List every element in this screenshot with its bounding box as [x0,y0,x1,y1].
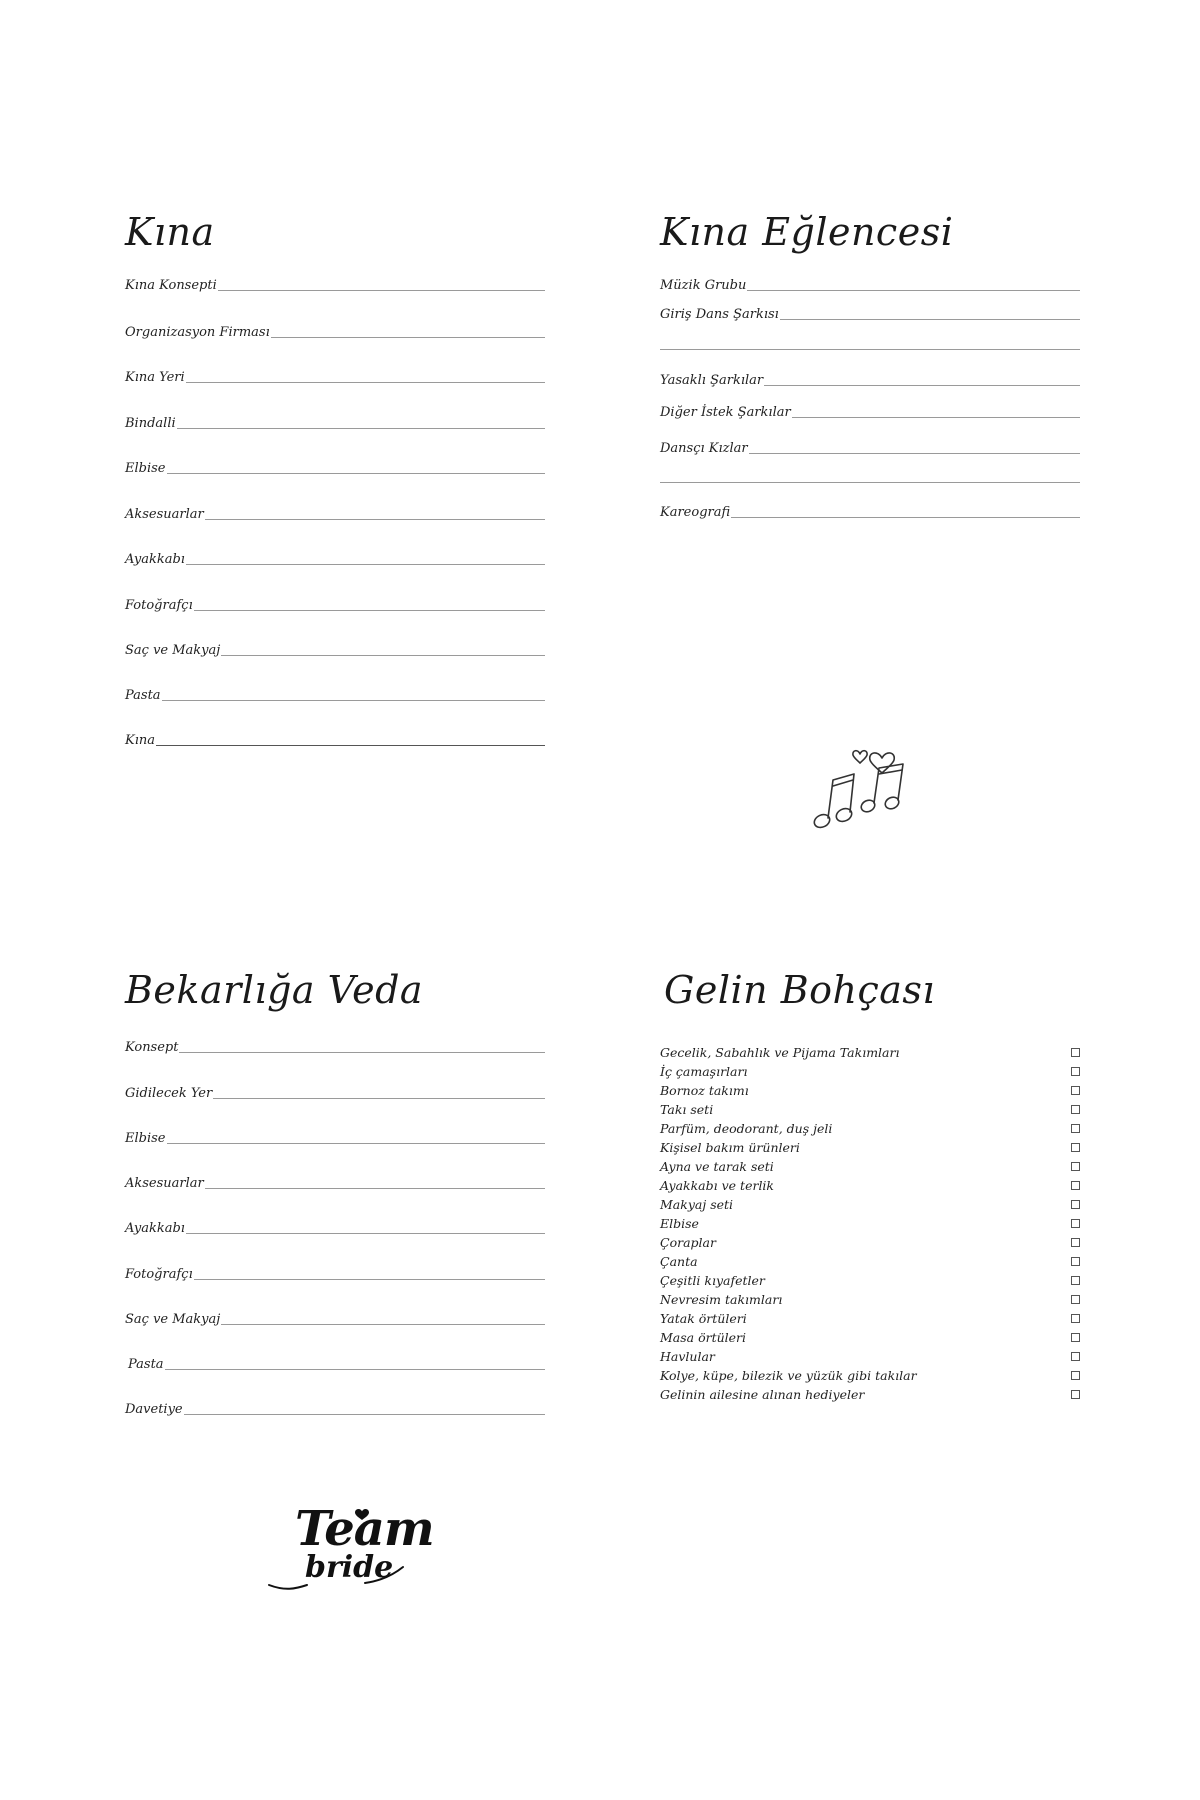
kina-field[interactable]: Ayakkabı [125,546,545,568]
gelin-bohcasi-section [660,968,1080,1408]
checklist-item[interactable]: Çoraplar [660,1233,1080,1251]
veda-field[interactable]: Konsept [125,1034,545,1056]
kina-field[interactable]: Organizasyon Firması [125,319,545,341]
checklist-item[interactable]: Kişisel bakım ürünleri [660,1138,1080,1156]
checkbox[interactable] [1071,1048,1080,1057]
checklist-item[interactable]: Nevresim takımları [660,1290,1080,1308]
checkbox[interactable] [1071,1238,1080,1247]
checklist-item[interactable]: Çeşitli kıyafetler [660,1271,1080,1289]
checkbox[interactable] [1071,1105,1080,1114]
gelin-bohcasi-title: Gelin Bohçası [664,968,936,1012]
checklist-item[interactable]: Parfüm, deodorant, duş jeli [660,1119,1080,1137]
eglence-field[interactable]: Kareografi [660,499,1080,521]
kina-field[interactable]: Elbise [125,455,545,477]
veda-field[interactable]: Aksesuarlar [125,1170,545,1192]
checklist-item[interactable]: Makyaj seti [660,1195,1080,1213]
kina-eglencesi-section [660,210,1080,530]
eglence-field[interactable]: Giriş Dans Şarkısı [660,301,1080,323]
checklist-item[interactable]: Gecelik, Sabahlık ve Pijama Takımları [660,1043,1080,1061]
checkbox[interactable] [1071,1371,1080,1380]
kina-field[interactable]: Kına Konsepti [125,272,545,294]
team-bride-logo [265,1501,434,1605]
checklist-item[interactable]: Gelinin ailesine alınan hediyeler [660,1385,1080,1403]
eglence-field[interactable]: Müzik Grubu [660,272,1080,294]
checklist-item[interactable]: Kolye, küpe, bilezik ve yüzük gibi takılar [660,1366,1080,1384]
bekarliga-veda-title: Bekarlığa Veda [125,968,424,1012]
bekarliga-veda-section [125,968,545,1418]
veda-field[interactable]: Gidilecek Yer [125,1080,545,1102]
music-notes-hearts-icon [808,728,928,838]
checkbox[interactable] [1071,1200,1080,1209]
kina-field[interactable]: Fotoğrafçı [125,592,545,614]
checklist-item[interactable]: Ayakkabı ve terlik [660,1176,1080,1194]
checkbox[interactable] [1071,1390,1080,1399]
kina-field[interactable]: Saç ve Makyaj [125,637,545,659]
logo-bride-text: bride [305,1550,394,1585]
veda-field[interactable]: Ayakkabı [125,1215,545,1237]
kina-field[interactable]: Bindalli [125,410,545,432]
logo-team-text: Team [295,1501,434,1557]
checklist-item[interactable]: Yatak örtüleri [660,1309,1080,1327]
kina-field[interactable]: Aksesuarlar [125,501,545,523]
checklist-item[interactable]: İç çamaşırları [660,1062,1080,1080]
checkbox[interactable] [1071,1143,1080,1152]
eglence-field[interactable]: Diğer İstek Şarkılar [660,399,1080,421]
checklist-item[interactable]: Çanta [660,1252,1080,1270]
kina-field[interactable]: Pasta [125,682,545,704]
blank-line[interactable] [660,349,1080,350]
checkbox[interactable] [1071,1086,1080,1095]
checkbox[interactable] [1071,1219,1080,1228]
checklist-item[interactable]: Havlular [660,1347,1080,1365]
checkbox[interactable] [1071,1295,1080,1304]
blank-line[interactable] [660,482,1080,483]
eglence-field[interactable]: Yasaklı Şarkılar [660,367,1080,389]
checkbox[interactable] [1071,1352,1080,1361]
checklist-item[interactable]: Takı seti [660,1100,1080,1118]
checkbox[interactable] [1071,1067,1080,1076]
checklist-item[interactable]: Bornoz takımı [660,1081,1080,1099]
checklist-item[interactable]: Elbise [660,1214,1080,1232]
checklist-item[interactable]: Ayna ve tarak seti [660,1157,1080,1175]
kina-field[interactable]: Kına Yeri [125,364,545,386]
veda-field[interactable]: Elbise [125,1125,545,1147]
checkbox[interactable] [1071,1276,1080,1285]
checklist-item[interactable]: Masa örtüleri [660,1328,1080,1346]
kina-title: Kına [125,210,215,254]
kina-section [125,210,545,750]
veda-field[interactable]: Pasta [125,1351,545,1373]
veda-field[interactable]: Saç ve Makyaj [125,1306,545,1328]
checkbox[interactable] [1071,1314,1080,1323]
logo-swash [265,1550,415,1595]
kina-eglencesi-title: Kına Eğlencesi [660,210,954,254]
checkbox[interactable] [1071,1257,1080,1266]
checkbox[interactable] [1071,1162,1080,1171]
checkbox[interactable] [1071,1333,1080,1342]
eglence-field[interactable]: Dansçı Kızlar [660,435,1080,457]
checkbox[interactable] [1071,1181,1080,1190]
veda-field[interactable]: Fotoğrafçı [125,1261,545,1283]
checkbox[interactable] [1071,1124,1080,1133]
veda-field[interactable]: Davetiye [125,1396,545,1418]
kina-field[interactable]: Kına [125,727,545,749]
